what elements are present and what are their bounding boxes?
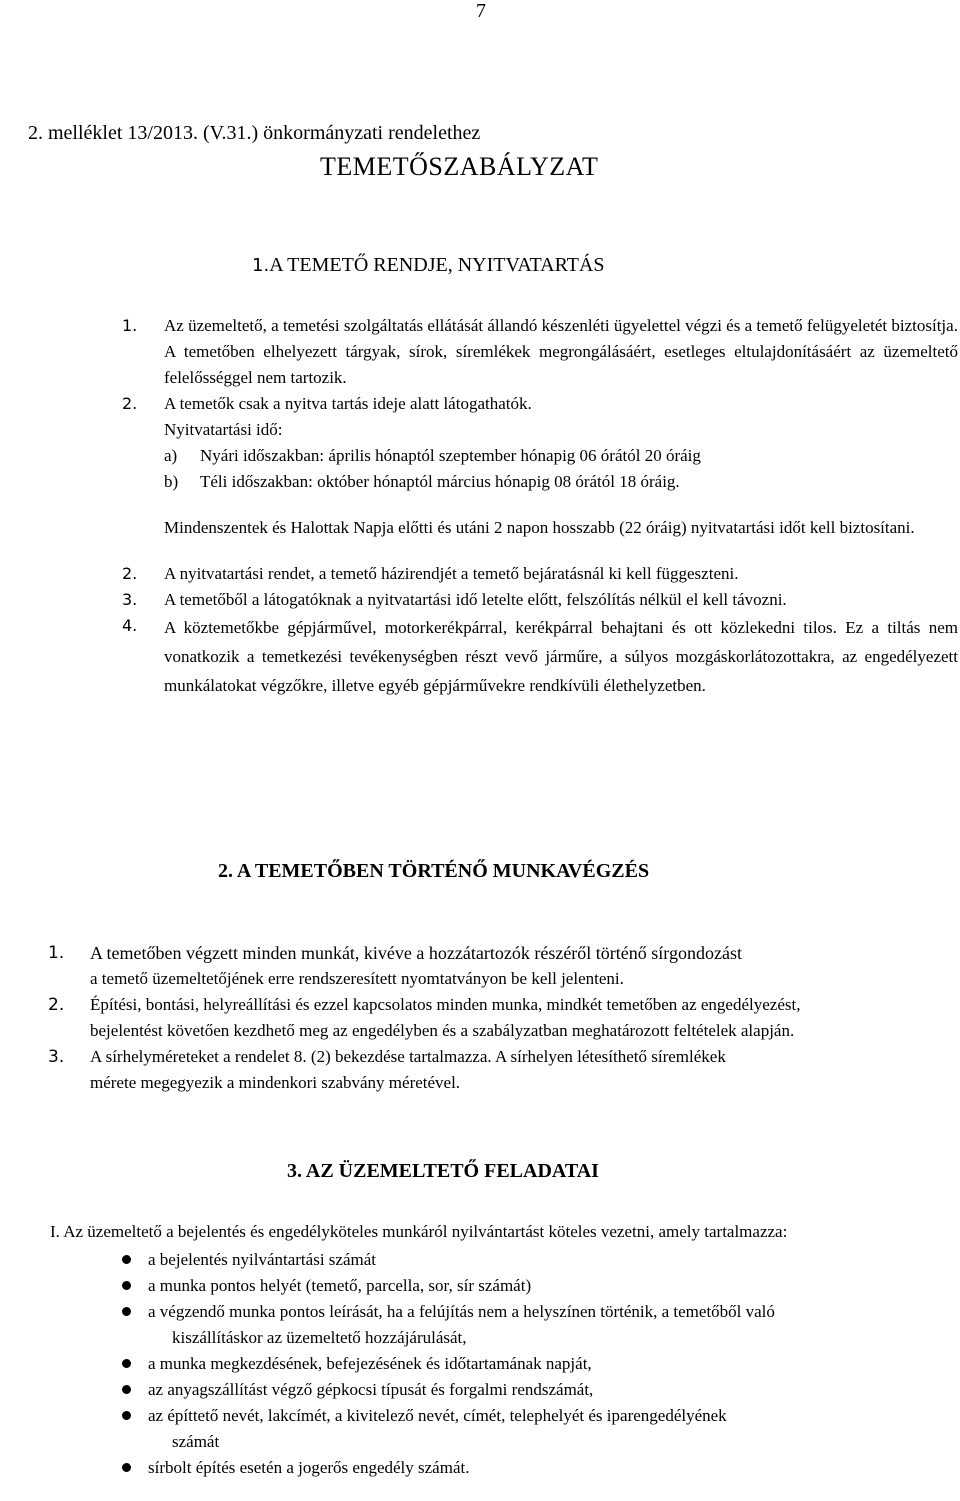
list-item [48,1044,958,1070]
annex-heading: 2. melléklet 13/2013. (V.31.) önkormányzati rendelethez [28,122,481,144]
item-text: Építési, bontási, helyreállítási és ezzel kapcsolatos minden munka, mindkét temetőben az engedélyezést, [90,995,801,1014]
item-continuation: mérete megegyezik a mindenkori szabvány méretével. [90,1073,461,1092]
item-number: 2. [48,995,65,1015]
item-text: A köztemetőkbe gépjárművel, motorkerékpárral, kerékpárral behajtani és ott közlekedni tilos. Ez a tiltás nem vonatkozik a temetkezési tevékenységben részt vevő járműre, a súlyos mozgáskorlátozottakra, az engedélyezett munkálatokat végzőkre, illetve egyéb gépjárművekre rendkívüli élethelyzetben. [164,618,958,695]
list-item [48,940,958,966]
list-item: a bejelentés nyilvántartási számát [120,1247,958,1273]
item-number: 2. [122,564,138,583]
bullet-icon [122,1307,131,1316]
item-number: 1. [48,943,65,963]
item-number: 3. [48,1047,65,1067]
item-text: Az üzemeltető, a temetési szolgáltatás ellátását állandó készenléti ügyelettel végzi és a temető felügyeletét biztosítja. [164,316,958,335]
record-contents-list [120,1247,958,1481]
section2-heading: 2. A TEMETŐBEN TÖRTÉNŐ MUNKAVÉGZÉS [218,860,650,882]
list-item: a végzendő munka pontos leírását, ha a felújítás nem a helyszínen történik, a temetőből való kiszállításkor az üzemeltető hozzájárulását, [120,1299,958,1351]
period-label: a) [164,446,178,465]
bullet-icon [122,1385,131,1394]
item-text: A temetők csak a nyitva tartás ideje alatt látogathatók. [164,394,532,413]
page-number: 7 [476,0,486,22]
period-label: b) [164,472,179,491]
item-continuation: bejelentést követően kezdhető meg az engedélyben és a szabályzatban meghatározott feltételek alapján. [90,1021,795,1040]
list-item: a munka megkezdésének, befejezésének és időtartamának napját, [120,1351,958,1377]
list-item: a munka pontos helyét (temető, parcella, sor, sír számát) [120,1273,958,1299]
item-text: A nyitvatartási rendet, a temető házirendjét a temető bejáratásnál ki kell függeszteni. [164,564,739,583]
bullet-icon [122,1411,131,1420]
document-title: TEMETŐSZABÁLYZAT [320,152,599,181]
list-item [122,613,958,700]
bullet-icon [122,1281,131,1290]
section1-number: 1. [252,255,270,276]
opening-hours-label: Nyitvatartási idő: [164,420,283,439]
list-item: az építtető nevét, lakcímét, a kivitelező nevét, címét, telephelyét és iparengedélyének számát [120,1403,958,1455]
bullet-icon [122,1359,131,1368]
period-item [122,443,958,469]
list-item: sírbolt építés esetén a jogerős engedély számát. [120,1455,958,1481]
item-text: A temetőből a látogatóknak a nyitvatartási idő letelte előtt, felszólítás nélkül el kell távozni. [164,590,787,609]
item-number: 4. [122,616,138,635]
item-number: 3. [122,590,138,609]
list-item [122,313,958,339]
list-item [122,391,958,417]
item-number: 2. [122,394,138,413]
list-item: az anyagszállítást végző gépkocsi típusát és forgalmi rendszámát, [120,1377,958,1403]
bullet-icon [122,1255,131,1264]
list-item [122,561,958,587]
item-text: A sírhelyméreteket a rendelet 8. (2) bekezdése tartalmazza. A sírhelyen létesíthető síremlékek [90,1047,726,1066]
holiday-note: Mindenszentek és Halottak Napja előtti és utáni 2 napon hosszabb (22 óráig) nyitvatartási időt kell biztosítani. [164,518,915,537]
section1-title: A TEMETŐ RENDJE, NYITVATARTÁS [269,254,605,276]
section2-body [48,940,958,1096]
section1-body [122,313,958,700]
period-text: Nyári időszakban: április hónaptól szeptember hónapig 06 órától 20 óráig [200,446,701,465]
period-text: Téli időszakban: október hónaptól március hónapig 08 órától 18 óráig. [200,472,680,491]
period-item [122,469,958,495]
item-continuation: a temető üzemeltetőjének erre rendszeresített nyomtatványon be kell jelenteni. [90,969,624,988]
item-text: A temetőben végzett minden munkát, kivéve a hozzátartozók részéről történő sírgondozást [90,943,742,963]
section3-intro: I. Az üzemeltető a bejelentés és engedélyköteles munkáról nyilvántartást köteles vezetni, amely tartalmazza: [50,1222,788,1241]
item-number: 1. [122,316,138,335]
item-continuation: A temetőben elhelyezett tárgyak, sírok, síremlékek megrongálásáért, esetleges eltulajdonításáért az üzemeltető felelősséggel nem tartozik. [164,342,958,387]
section3-heading: 3. AZ ÜZEMELTETŐ FELADATAI [287,1160,599,1182]
list-item [122,587,958,613]
bullet-icon [122,1463,131,1472]
list-item [48,992,958,1018]
section1-heading [252,252,605,279]
